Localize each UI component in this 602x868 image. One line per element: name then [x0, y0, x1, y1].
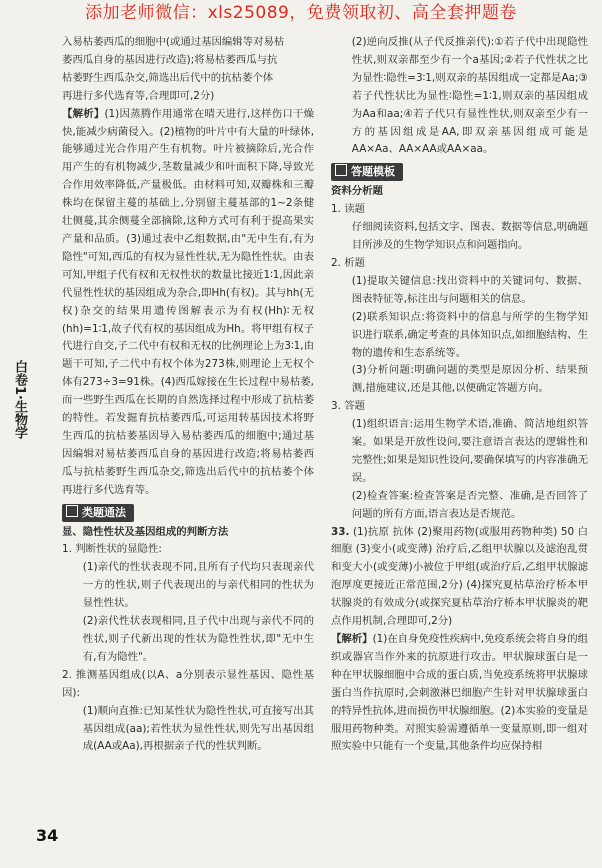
pen-icon — [66, 505, 78, 517]
method-item: 2. 推测基因组成(以A、a分别表示显性基因、隐性基因): — [62, 668, 314, 699]
analysis-paragraph — [62, 106, 314, 500]
analysis-text: (1)因蒸腾作用通常在晴天进行,这样伤口干燥快,能减少病菌侵入。(2)植物的叶片中有大量的叶绿体,能够通过光合作用产生有机物。叶片被摘除后,光合作用产生的有机物减少,茎数量减少和叶面积下降,导致光合作用效率降低,产量极低。由材料可知,双瓣株和三瓣株均在保留主蔓的基础上,分别留主蔓基部的1~2条健壮侧蔓,其余侧蔓全部摘除,这种方式可有利于提高果实产量和品质。(3)通过表中乙组数据,由"无中生有,有为隐性"可知,西瓜的有权为显性性状,无为隐性性状。由表可知,甲组子代有权和无权性状的数量比接近1∶1,因此亲代显性性状的基因组成为杂合,即Hh(有权)。其与hh(无权)杂交的结果用遗传图解表示为有权(Hh)∶无权(hh)=1∶1,故子代有权的基因组成为Hh。将甲组有权子代进行自交,子二代中有权和无权的比例理论上为3∶1,由题干可知,子二代中有权个体为273株,则理论上无权个体有273÷3=91株。(4)西瓜嫁接在生长过程中易枯萎,而一些野生西瓜在长期的自然选择过程中形成了抗枯萎的特性。若发掘育抗枯萎西瓜,可运用转基因技术将野生西瓜的抗枯萎基因导入易枯萎西瓜的细胞中;通过基因编辑对易枯萎西瓜自身的基因进行改造;将易枯萎西瓜与抗枯萎野生西瓜杂交,筛选出后代中的抗枯萎个体再进行多代选育等。 — [62, 107, 314, 496]
step-text: (3)分析问题:明确问题的类型是原因分析、结果预测,措施建议,还是其他,以便确定答题方向。 — [351, 364, 588, 395]
topic-heading: 显、隐性性状及基因组成的判断方法 — [62, 525, 229, 538]
step-text: (1)提取关键信息:找出资料中的关键词句、数据、图表特征等,标注出与问题相关的信息。 — [351, 274, 588, 305]
step-heading: 1. 读题 — [331, 203, 365, 216]
answer-line: 萎西瓜自身的基因进行改造);将易枯萎西瓜与抗 — [62, 53, 278, 66]
analysis-text: (1)在自身免疫性疾病中,免疫系统会将自身的组织或器官当作外来的抗原进行攻击。甲状腺球蛋白是一种在甲状腺细胞中合成的蛋白质,当免疫系统将甲状腺球蛋白当作抗原时,会刺激淋巴细胞产生针对甲状腺球蛋白的特异性抗体,进而损伤甲状腺细胞。(2)本实验的变量是服用药物种类。对照实验需遵循单一变量原则,即一组对照实验中只能有一个变量,其他条件均应保持相 — [331, 633, 589, 753]
material-heading: 资料分析题 — [331, 185, 383, 198]
question-33-text: (1)抗原 抗体 (2)聚用药物(或服用药物种类) 50 白细胞 (3)变小(或变薄) 治疗后,乙组甲状腺以及滤泡乱贯和变大小(或变薄)小被位于甲组(或治疗后,乙组甲状腺滤泡厚度更接近正常范围,2分) (4)探究夏枯草治疗桥本甲状腺炎的有效成分(或探究夏枯草治疗桥本甲状腺炎的靶点作用机制,合理即可,2分) — [331, 525, 588, 628]
side-label-text: 白卷1·生物学 — [12, 360, 27, 439]
section-title-lei — [62, 504, 134, 522]
question-number: 33. — [331, 525, 350, 538]
section-title-template — [331, 163, 403, 181]
section-title-text: 类题通法 — [82, 505, 126, 519]
step-heading: 2. 析题 — [331, 256, 365, 269]
step-text: 仔细阅读资料,包括文字、图表、数据等信息,明确题目所涉及的生物学知识点和问题指向。 — [351, 221, 588, 252]
section-title-text: 答题模板 — [351, 165, 395, 179]
method-item: (1)顺向直推:已知某性状为隐性性状,可直接写出其基因组成(aa);若性状为显性性状,则先写出基因组成(AA或Aa),再根据亲子代的性状判断。 — [82, 704, 314, 753]
analysis-label: 【解析】 — [331, 633, 373, 645]
page-number: 34 — [36, 826, 59, 845]
method-item: 1. 判断性状的显隐性: — [62, 543, 162, 556]
method-item: (2)逆向反推(从子代反推亲代):①若子代中出现隐性性状,则双亲都至少有一个a基因;②若子代性状之比为显性∶隐性=3∶1,则双亲的基因组成一定都是Aa;③若子代性状比为显性∶隐性=1∶1,则双亲的基因组成为Aa和aa;④若子代只有显性性状,则双亲至少有一方的基因组成是AA,即双亲基因组成可能是AA×Aa、AA×AA或AA×aa。 — [351, 36, 588, 156]
answer-line: 再进行多代选育等,合理即可,2分) — [62, 89, 215, 102]
method-item: (1)亲代的性状表现不同,且所有子代均只表现亲代一方的性状,则子代表现出的与亲代相同的性状为显性性状。 — [82, 561, 314, 610]
promo-banner: 添加老师微信：xls25089，免费领取初、高全套押题卷 — [85, 3, 517, 23]
step-text: (2)联系知识点:将资料中的信息与所学的生物学知识进行联系,确定考查的具体知识点,如细胞结构、生物的遗传和生态系统等。 — [351, 310, 588, 359]
answer-line: 入易枯萎西瓜的细胞中(或通过基因编辑等对易枯 — [62, 36, 285, 48]
step-heading: 3. 答题 — [331, 400, 365, 413]
left-column — [62, 34, 314, 756]
step-text: (1)组织语言:运用生物学术语,准确、简洁地组织答案。如果是开放性设问,要注意语言表达的逻辑性和完整性;如果是知识性设问,要确保填写的内容准确无误。 — [351, 418, 588, 484]
right-column — [331, 34, 588, 756]
answer-line: 枯萎野生西瓜杂交,筛选出后代中的抗枯萎个体 — [62, 71, 274, 84]
analysis-paragraph — [331, 631, 588, 756]
method-item: (2)亲代性状表现相同,且子代中出现与亲代不同的性状,则子代新出现的性状为隐性性状,即"无中生有,有为隐性"。 — [82, 615, 314, 663]
analysis-label: 【解析】 — [62, 107, 105, 120]
template-icon — [335, 164, 347, 176]
side-label — [8, 360, 30, 444]
step-text: (2)检查答案:检查答案是否完整、准确,是否回答了问题的所有方面,语言表达是否规范。 — [351, 489, 588, 520]
question-33-answer — [331, 524, 588, 631]
